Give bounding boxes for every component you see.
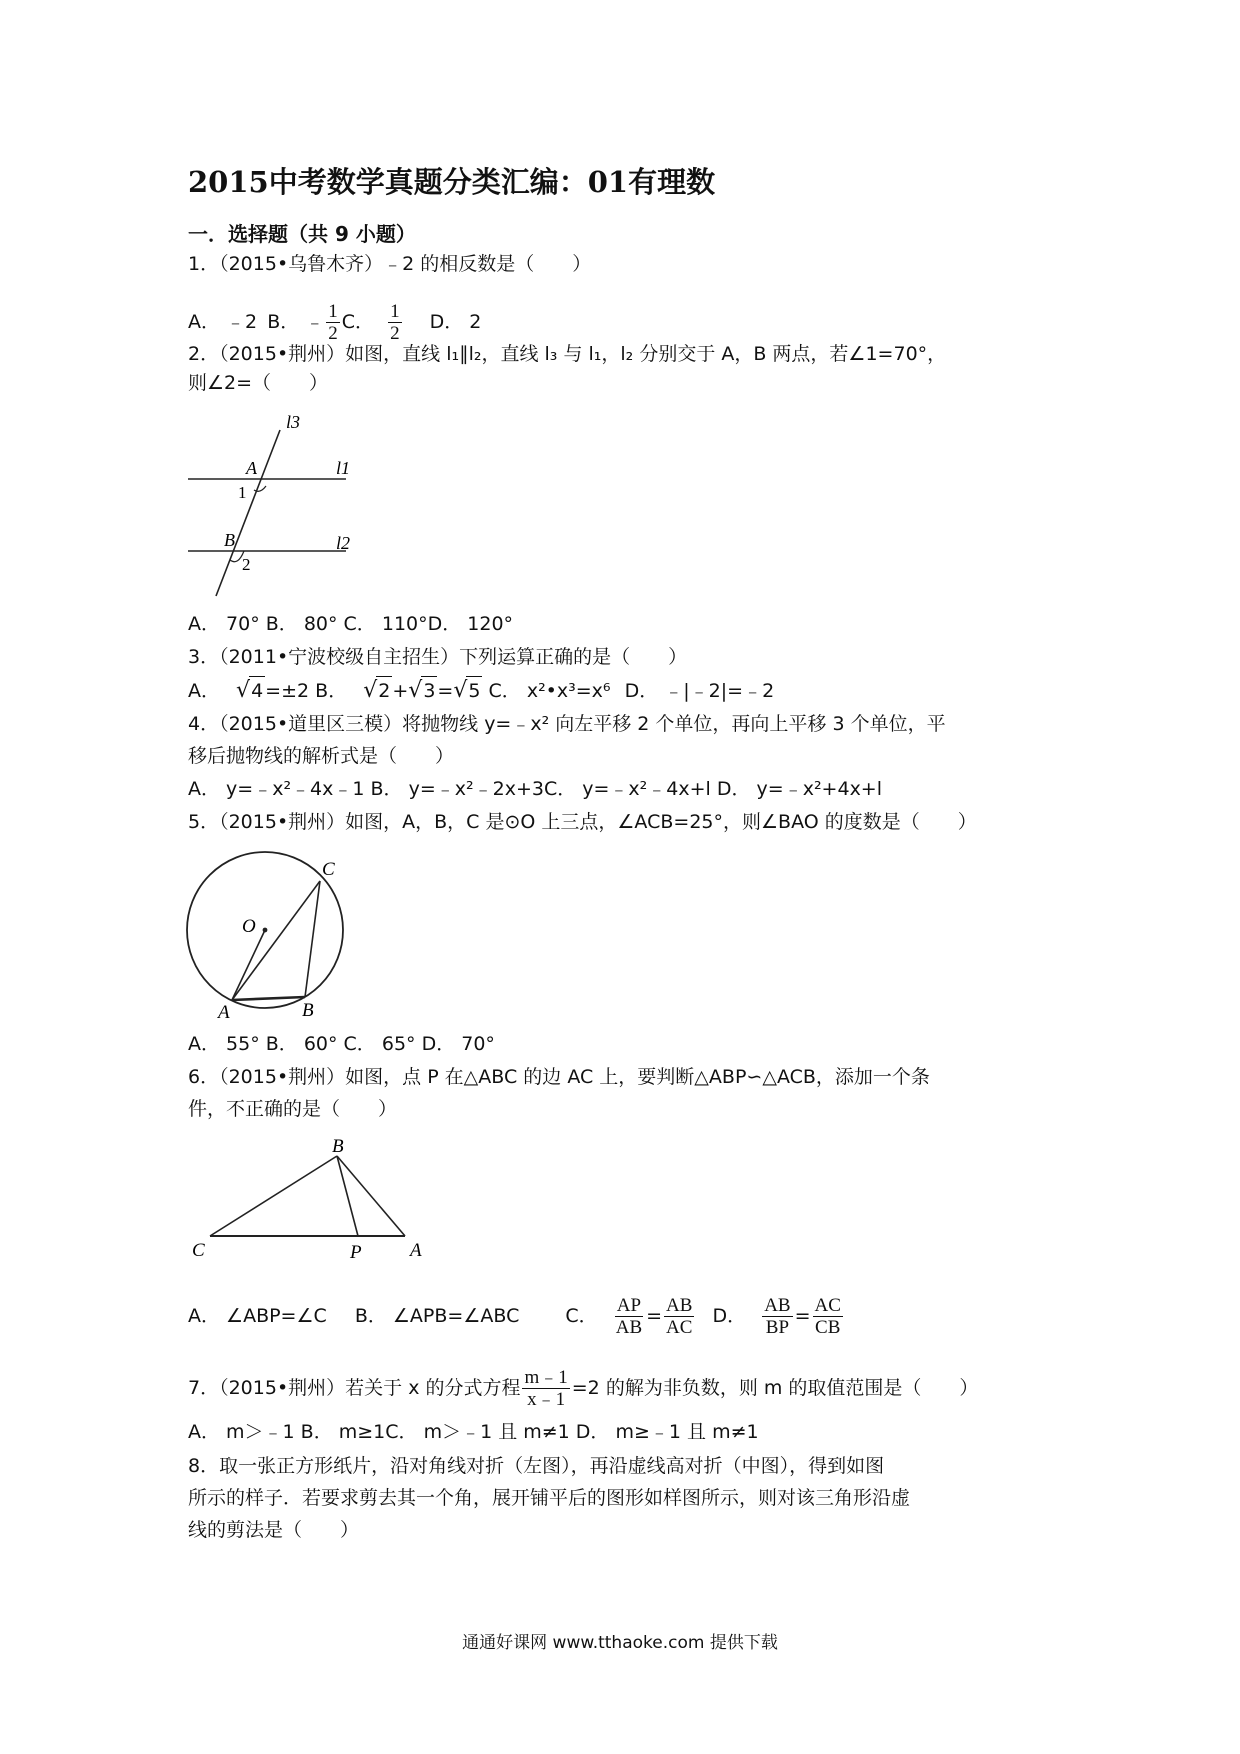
- equals: =: [646, 1305, 663, 1327]
- segment-cb: [210, 1156, 337, 1236]
- equals: =: [794, 1305, 811, 1327]
- numerator: AC: [814, 1295, 841, 1316]
- numerator: AB: [666, 1295, 693, 1316]
- q3-b-plus: +: [392, 680, 409, 702]
- denominator: AB: [615, 1317, 643, 1338]
- numerator: AP: [616, 1295, 642, 1316]
- label-c: C: [192, 1240, 205, 1258]
- label-p: P: [350, 1242, 362, 1258]
- q6-options: [188, 1290, 845, 1342]
- q3-a-radicand: 4: [249, 676, 265, 705]
- label-l3: l3: [286, 412, 301, 432]
- label-l2: l2: [336, 533, 351, 553]
- label-angle-1: 1: [238, 483, 247, 502]
- q5-options: A． 55° B． 60° C． 65° D． 70°: [188, 1033, 495, 1055]
- q1-b-denominator: 2: [328, 323, 338, 344]
- label-a: A: [410, 1240, 422, 1258]
- label-point-b: B: [224, 530, 235, 550]
- q6-stem-line2: 件，不正确的是（ ）: [188, 1098, 398, 1120]
- denominator: BP: [765, 1317, 790, 1338]
- q3-stem: 3．（2011•宁波校级自主招生）下列运算正确的是（ ）: [188, 646, 688, 668]
- q3-options: [188, 676, 774, 705]
- label-a: A: [218, 1002, 230, 1020]
- center-point: [263, 928, 268, 933]
- q1-option-b-label: B． ﹣: [267, 311, 325, 333]
- q3-b-equals: =: [437, 680, 454, 702]
- page-title: 2015中考数学真题分类汇编：01有理数: [188, 165, 716, 199]
- q4-stem-line2: 移后抛物线的解析式是（ ）: [188, 745, 455, 767]
- q6-option-b: B． ∠APB=∠ABC: [354, 1305, 520, 1327]
- q1-c-denominator: 2: [390, 323, 400, 344]
- q6-option-c-label: C．: [565, 1305, 598, 1327]
- label-b: B: [302, 1000, 314, 1020]
- numerator: AB: [764, 1295, 791, 1316]
- q7-stem: [188, 1363, 978, 1413]
- q1-option-a: A． ﹣2: [188, 311, 258, 333]
- q1-options: [188, 300, 481, 344]
- q7-fraction: [522, 1367, 569, 1410]
- q8-stem-line1: 8．取一张正方形纸片，沿对角线对折（左图），再沿虚线高对折（中图），得到如图: [188, 1455, 885, 1477]
- q6-option-d-label: D．: [712, 1305, 747, 1327]
- q3-a-result: =±2: [265, 680, 310, 702]
- q2-options: A． 70° B． 80° C． 110°D． 120°: [188, 613, 514, 635]
- q3-b-radicand-1: 2: [376, 676, 392, 705]
- q3-option-c: C． x²•x³=x⁶: [488, 680, 611, 702]
- q6-triangle-figure: [184, 1138, 444, 1258]
- label-c: C: [322, 859, 335, 880]
- q3-b-radicand-3: 5: [466, 676, 482, 705]
- q7-stem-pre: 7．（2015•荆州）若关于 x 的分式方程: [188, 1377, 521, 1399]
- q7-stem-post: =2 的解为非负数，则 m 的取值范围是（ ）: [571, 1377, 979, 1399]
- q2-stem-line1: 2．（2015•荆州）如图，直线 l₁∥l₂，直线 l₃ 与 l₁，l₂ 分别交于 A，B 两点，若∠1=70°，: [188, 343, 947, 365]
- label-angle-2: 2: [242, 555, 251, 574]
- q1-b-numerator: 1: [328, 301, 338, 322]
- segment-ab: [232, 997, 305, 1000]
- q1-option-c-label: C．: [341, 311, 375, 333]
- q6-d-fraction-2: [813, 1295, 843, 1338]
- q2-stem-line2: 则∠2=（ ）: [188, 372, 329, 394]
- label-o: O: [242, 916, 256, 937]
- q1-option-b-fraction: [326, 301, 340, 344]
- label-point-a: A: [246, 458, 257, 478]
- numerator: m﹣1: [524, 1367, 568, 1388]
- q6-c-fraction-2: [664, 1295, 694, 1338]
- sqrt-icon: √: [408, 678, 423, 703]
- q5-circle-figure: [180, 850, 360, 1020]
- segment-ao: [232, 930, 265, 1000]
- q6-option-a: A． ∠ABP=∠C: [188, 1305, 327, 1327]
- q7-options: A． m＞﹣1 B． m≥1C． m＞﹣1 且 m≠1 D． m≥﹣1 且 m≠1: [188, 1421, 759, 1443]
- q1-option-d: D． 2: [429, 311, 482, 333]
- q1-option-c-fraction: [388, 301, 402, 344]
- q5-stem: 5．（2015•荆州）如图，A，B，C 是⊙O 上三点，∠ACB=25°，则∠BAO 的度数是（ ）: [188, 811, 977, 833]
- q4-stem-line1: 4．（2015•道里区三模）将抛物线 y=﹣x² 向左平移 2 个单位，再向上平移 3 个单位，平: [188, 713, 946, 735]
- q3-option-a-label: A．: [188, 680, 220, 702]
- q3-b-radicand-2: 3: [421, 676, 437, 705]
- q3-option-d: D． ﹣|﹣2|=﹣2: [624, 680, 775, 702]
- sqrt-icon: √: [363, 678, 378, 703]
- q4-options: A． y=﹣x²﹣4x﹣1 B． y=﹣x²﹣2x+3C． y=﹣x²﹣4x+l D． y=﹣x²+4x+l: [188, 778, 883, 800]
- label-b: B: [332, 1138, 344, 1157]
- q3-option-b-label: B．: [315, 680, 348, 702]
- section-heading: 一．选择题（共 9 小题）: [188, 222, 416, 246]
- q6-c-fraction-1: [614, 1295, 644, 1338]
- denominator: AC: [666, 1317, 693, 1338]
- sqrt-icon: √: [453, 678, 468, 703]
- q1-c-numerator: 1: [390, 301, 400, 322]
- sqrt-icon: √: [236, 678, 251, 703]
- angle-1-arc: [254, 486, 266, 491]
- denominator: x﹣1: [527, 1389, 566, 1410]
- q6-d-fraction-1: [762, 1295, 792, 1338]
- label-l1: l1: [336, 458, 351, 478]
- q2-parallel-lines-figure: [186, 408, 376, 608]
- q1-stem: 1．（2015•乌鲁木齐）﹣2 的相反数是（ ）: [188, 253, 592, 275]
- q8-stem-line3: 线的剪法是（ ）: [188, 1519, 360, 1541]
- q8-stem-line2: 所示的样子．若要求剪去其一个角，展开铺平后的图形如样图所示，则对该三角形沿虚: [188, 1487, 911, 1509]
- q6-stem-line1: 6．（2015•荆州）如图，点 P 在△ABC 的边 AC 上，要判断△ABP∽△ACB，添加一个条: [188, 1066, 930, 1088]
- denominator: CB: [815, 1317, 841, 1338]
- page-footer: 通通好课网 www.tthaoke.com 提供下载: [462, 1633, 778, 1653]
